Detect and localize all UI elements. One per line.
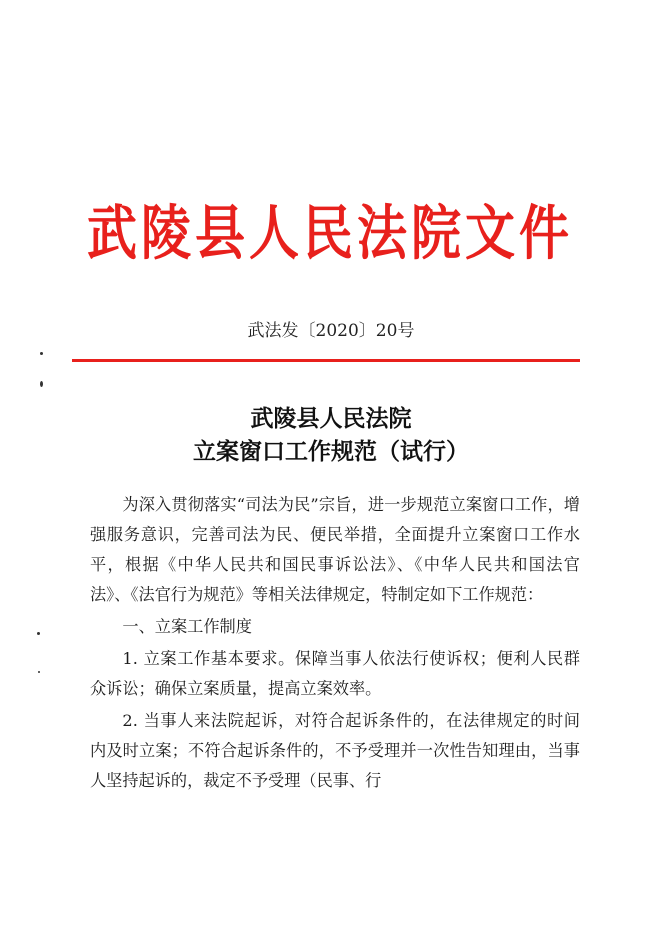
document-body [90, 490, 580, 798]
document-number: 武法发〔2020〕20号 [247, 321, 415, 341]
document-title-line-2: 立案窗口工作规范（试行） [193, 438, 469, 465]
red-divider [72, 359, 580, 362]
list-item: 1. 立案工作基本要求。保障当事人依法行使诉权；便利人民群众诉讼；确保立案质量，提高立案效率。 [90, 649, 580, 698]
section-heading: 一、立案工作制度 [122, 617, 252, 636]
document-title-line-1: 武陵县人民法院 [250, 405, 412, 432]
scan-speck [40, 381, 43, 387]
scan-speck [38, 671, 40, 673]
scan-speck [40, 352, 43, 355]
scan-speck [37, 632, 40, 635]
list-item: 2. 当事人来法院起诉，对符合起诉条件的，在法律规定的时间内及时立案；不符合起诉条件的，不予受理并一次性告知理由，当事人坚持起诉的，裁定不予受理（民事、行 [90, 711, 580, 790]
document-header-title: 武陵县人民法院文件 [87, 197, 573, 268]
intro-paragraph: 为深入贯彻落实“司法为民”宗旨，进一步规范立案窗口工作，增强服务意识，完善司法为民、便民举措，全面提升立案窗口工作水平，根据《中华人民共和国民事诉讼法》、《中华人民共和国法官法》、《法官行为规范》等相关法律规定，特制定如下工作规范： [90, 495, 580, 604]
